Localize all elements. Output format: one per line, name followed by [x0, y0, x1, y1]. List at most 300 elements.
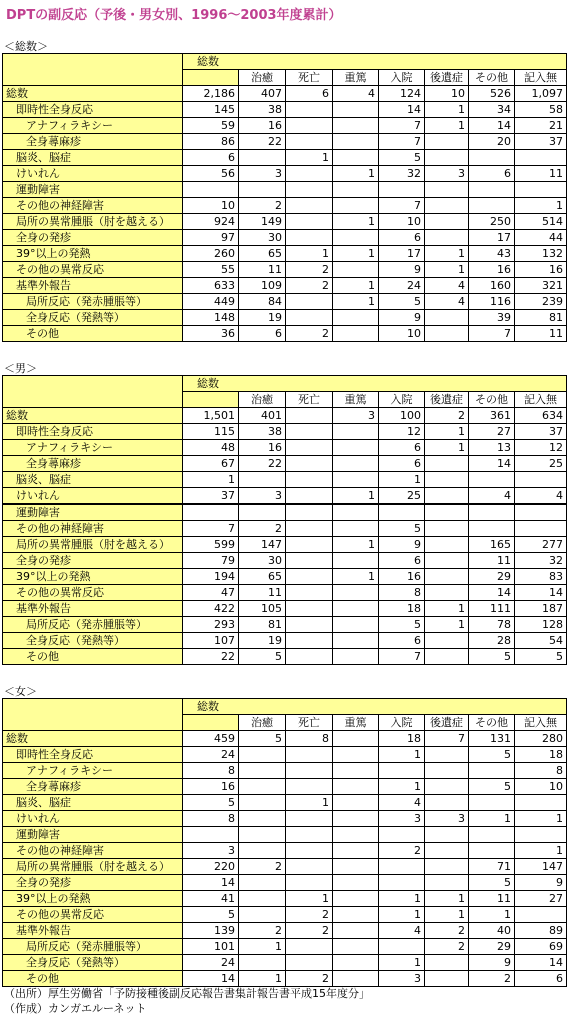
- table-row: [3, 521, 567, 537]
- source-note: （出所）厚生労働省「予防接種後副反応報告書集計報告書平成15年度分」: [4, 987, 370, 1000]
- header-total-spacer: [183, 715, 239, 731]
- column-header: 後遺症: [425, 70, 469, 86]
- header-blank: [3, 699, 183, 731]
- cell-value: [425, 504, 469, 521]
- cell-value: [379, 875, 425, 891]
- cell-value: 1: [515, 811, 567, 827]
- row-label: けいれん: [3, 166, 183, 182]
- cell-value: 18: [515, 747, 567, 763]
- cell-value: [286, 424, 333, 440]
- cell-value: 239: [515, 294, 567, 310]
- table-row: [3, 875, 567, 891]
- cell-value: 2,186: [183, 86, 239, 102]
- cell-value: [239, 150, 286, 166]
- cell-value: 128: [515, 617, 567, 633]
- column-header: 死亡: [286, 715, 333, 731]
- column-header: 重篤: [333, 392, 379, 408]
- cell-value: [333, 795, 379, 811]
- cell-value: [333, 875, 379, 891]
- cell-value: [425, 472, 469, 488]
- cell-value: 1: [333, 294, 379, 310]
- cell-value: 1: [183, 472, 239, 488]
- table-female: [2, 698, 567, 987]
- cell-value: [425, 843, 469, 859]
- cell-value: 14: [469, 585, 515, 601]
- row-label: けいれん: [3, 811, 183, 827]
- row-label: 即時性全身反応: [3, 747, 183, 763]
- cell-value: [379, 182, 425, 198]
- cell-value: [379, 827, 425, 843]
- cell-value: [286, 875, 333, 891]
- table-row: [3, 150, 567, 166]
- cell-value: [425, 955, 469, 971]
- cell-value: 1: [333, 537, 379, 553]
- cell-value: 5: [183, 795, 239, 811]
- row-label: 局所反応（発赤腫脹等）: [3, 617, 183, 633]
- cell-value: [425, 859, 469, 875]
- cell-value: 14: [469, 118, 515, 134]
- cell-value: 11: [515, 166, 567, 182]
- cell-value: 16: [515, 262, 567, 278]
- cell-value: [183, 182, 239, 198]
- cell-value: 5: [379, 150, 425, 166]
- cell-value: [333, 907, 379, 923]
- cell-value: 14: [469, 456, 515, 472]
- cell-value: 4: [425, 294, 469, 310]
- cell-value: [333, 118, 379, 134]
- cell-value: 132: [515, 246, 567, 262]
- header-total-spacer: [183, 392, 239, 408]
- cell-value: 86: [183, 134, 239, 150]
- table-row: [3, 294, 567, 310]
- cell-value: 16: [239, 440, 286, 456]
- cell-value: 14: [183, 971, 239, 987]
- cell-value: [515, 907, 567, 923]
- cell-value: 1: [425, 601, 469, 617]
- cell-value: 3: [379, 811, 425, 827]
- cell-value: 16: [379, 569, 425, 585]
- cell-value: 1: [286, 795, 333, 811]
- cell-value: 2: [239, 198, 286, 214]
- cell-value: 1: [333, 569, 379, 585]
- column-header: その他: [469, 715, 515, 731]
- table-row: [3, 537, 567, 553]
- table-row: [3, 408, 567, 424]
- cell-value: [333, 811, 379, 827]
- table-row: [3, 166, 567, 182]
- cell-value: [239, 763, 286, 779]
- column-header: 記入無: [515, 715, 567, 731]
- cell-value: [286, 633, 333, 649]
- cell-value: 6: [379, 553, 425, 569]
- table-row: [3, 779, 567, 795]
- cell-value: [333, 440, 379, 456]
- cell-value: [333, 601, 379, 617]
- cell-value: 3: [183, 843, 239, 859]
- cell-value: 1: [425, 246, 469, 262]
- cell-value: 5: [469, 875, 515, 891]
- cell-value: 7: [425, 731, 469, 747]
- cell-value: 4: [469, 488, 515, 505]
- row-label: 全身の発疹: [3, 230, 183, 246]
- row-label: その他: [3, 326, 183, 342]
- cell-value: [333, 649, 379, 665]
- header-blank: [3, 376, 183, 408]
- cell-value: 4: [379, 923, 425, 939]
- header-total-spacer: [183, 70, 239, 86]
- cell-value: 148: [183, 310, 239, 326]
- cell-value: 1: [379, 891, 425, 907]
- cell-value: [469, 150, 515, 166]
- cell-value: [333, 843, 379, 859]
- cell-value: 6: [239, 326, 286, 342]
- cell-value: 2: [239, 923, 286, 939]
- cell-value: [286, 408, 333, 424]
- cell-value: 1,501: [183, 408, 239, 424]
- cell-value: 1: [333, 246, 379, 262]
- cell-value: 34: [469, 102, 515, 118]
- cell-value: [333, 553, 379, 569]
- cell-value: 194: [183, 569, 239, 585]
- row-label: 局所の異常腫脹（肘を越える）: [3, 537, 183, 553]
- cell-value: [333, 779, 379, 795]
- cell-value: 10: [379, 326, 425, 342]
- table-row: [3, 747, 567, 763]
- cell-value: [239, 779, 286, 795]
- cell-value: 422: [183, 601, 239, 617]
- cell-value: 24: [379, 278, 425, 294]
- cell-value: [379, 859, 425, 875]
- cell-value: [469, 182, 515, 198]
- cell-value: [469, 827, 515, 843]
- cell-value: 29: [469, 939, 515, 955]
- cell-value: 115: [183, 424, 239, 440]
- cell-value: [425, 150, 469, 166]
- cell-value: 28: [469, 633, 515, 649]
- cell-value: 2: [239, 859, 286, 875]
- cell-value: 11: [239, 585, 286, 601]
- cell-value: [239, 472, 286, 488]
- cell-value: 2: [379, 843, 425, 859]
- cell-value: [286, 198, 333, 214]
- row-label: その他の神経障害: [3, 843, 183, 859]
- cell-value: [286, 747, 333, 763]
- table-row: [3, 182, 567, 198]
- column-header: 入院: [379, 70, 425, 86]
- section-label-total: ＜総数＞: [4, 40, 48, 53]
- column-header: 入院: [379, 392, 425, 408]
- cell-value: 18: [379, 731, 425, 747]
- cell-value: 81: [515, 310, 567, 326]
- cell-value: 6: [183, 150, 239, 166]
- cell-value: 11: [469, 891, 515, 907]
- cell-value: [286, 214, 333, 230]
- column-header-total: 総数: [183, 699, 239, 715]
- cell-value: 1,097: [515, 86, 567, 102]
- cell-value: [469, 795, 515, 811]
- row-label: 局所反応（発赤腫脹等）: [3, 939, 183, 955]
- row-label: 総数: [3, 86, 183, 102]
- cell-value: 124: [379, 86, 425, 102]
- header-fill: [239, 54, 567, 70]
- row-label: 基準外報告: [3, 601, 183, 617]
- table-row: [3, 955, 567, 971]
- cell-value: 9: [379, 310, 425, 326]
- cell-value: 293: [183, 617, 239, 633]
- column-header: 治癒: [239, 715, 286, 731]
- cell-value: [425, 326, 469, 342]
- cell-value: 5: [469, 747, 515, 763]
- cell-value: [286, 955, 333, 971]
- table-row: [3, 424, 567, 440]
- cell-value: 514: [515, 214, 567, 230]
- table-row: [3, 859, 567, 875]
- cell-value: [239, 747, 286, 763]
- cell-value: 30: [239, 230, 286, 246]
- column-header: 重篤: [333, 70, 379, 86]
- cell-value: [425, 875, 469, 891]
- cell-value: 5: [239, 731, 286, 747]
- cell-value: [425, 971, 469, 987]
- cell-value: [333, 326, 379, 342]
- cell-value: [469, 763, 515, 779]
- cell-value: 30: [239, 553, 286, 569]
- cell-value: 111: [469, 601, 515, 617]
- cell-value: 9: [379, 262, 425, 278]
- cell-value: 7: [379, 649, 425, 665]
- cell-value: [333, 731, 379, 747]
- row-label: その他の神経障害: [3, 198, 183, 214]
- cell-value: 2: [286, 923, 333, 939]
- table-row: [3, 843, 567, 859]
- cell-value: [286, 843, 333, 859]
- cell-value: 1: [286, 891, 333, 907]
- cell-value: [333, 102, 379, 118]
- cell-value: [425, 310, 469, 326]
- cell-value: 109: [239, 278, 286, 294]
- cell-value: [239, 795, 286, 811]
- cell-value: [425, 569, 469, 585]
- cell-value: [286, 456, 333, 472]
- cell-value: [425, 827, 469, 843]
- cell-value: [239, 955, 286, 971]
- cell-value: 22: [183, 649, 239, 665]
- cell-value: [239, 504, 286, 521]
- cell-value: 7: [469, 326, 515, 342]
- cell-value: 37: [183, 488, 239, 505]
- row-label: 39°以上の発熱: [3, 246, 183, 262]
- cell-value: 5: [239, 649, 286, 665]
- cell-value: 18: [379, 601, 425, 617]
- column-header: 死亡: [286, 392, 333, 408]
- cell-value: [425, 488, 469, 505]
- cell-value: [286, 488, 333, 505]
- cell-value: 6: [515, 971, 567, 987]
- cell-value: 24: [183, 747, 239, 763]
- cell-value: 6: [379, 456, 425, 472]
- cell-value: 16: [469, 262, 515, 278]
- cell-value: 89: [515, 923, 567, 939]
- cell-value: 56: [183, 166, 239, 182]
- cell-value: [333, 472, 379, 488]
- cell-value: 7: [183, 521, 239, 537]
- cell-value: 97: [183, 230, 239, 246]
- cell-value: 11: [515, 326, 567, 342]
- table-row: [3, 326, 567, 342]
- row-label: 脳炎、脳症: [3, 150, 183, 166]
- cell-value: [286, 102, 333, 118]
- row-label: 運動障害: [3, 827, 183, 843]
- cell-value: 7: [379, 134, 425, 150]
- cell-value: 1: [425, 262, 469, 278]
- row-label: 全身の発疹: [3, 875, 183, 891]
- cell-value: 20: [469, 134, 515, 150]
- cell-value: 41: [183, 891, 239, 907]
- cell-value: 36: [183, 326, 239, 342]
- table-row: [3, 472, 567, 488]
- cell-value: 37: [515, 424, 567, 440]
- cell-value: 187: [515, 601, 567, 617]
- cell-value: [425, 763, 469, 779]
- row-label: 全身の発疹: [3, 553, 183, 569]
- cell-value: [183, 504, 239, 521]
- cell-value: [333, 134, 379, 150]
- column-header: 死亡: [286, 70, 333, 86]
- row-label: 全身反応（発熱等）: [3, 633, 183, 649]
- cell-value: [379, 763, 425, 779]
- cell-value: [515, 827, 567, 843]
- cell-value: [286, 859, 333, 875]
- cell-value: 1: [239, 939, 286, 955]
- column-header: その他: [469, 70, 515, 86]
- cell-value: 1: [379, 907, 425, 923]
- cell-value: 280: [515, 731, 567, 747]
- cell-value: 10: [379, 214, 425, 230]
- column-header: 記入無: [515, 392, 567, 408]
- cell-value: 1: [425, 424, 469, 440]
- cell-value: [286, 779, 333, 795]
- cell-value: [286, 182, 333, 198]
- cell-value: 1: [379, 779, 425, 795]
- table-male: [2, 375, 567, 665]
- cell-value: 2: [286, 262, 333, 278]
- cell-value: [469, 472, 515, 488]
- cell-value: [286, 294, 333, 310]
- cell-value: 14: [379, 102, 425, 118]
- cell-value: 924: [183, 214, 239, 230]
- cell-value: 2: [286, 278, 333, 294]
- row-label: アナフィラキシー: [3, 440, 183, 456]
- cell-value: [515, 182, 567, 198]
- cell-value: 361: [469, 408, 515, 424]
- cell-value: 43: [469, 246, 515, 262]
- table-row: [3, 440, 567, 456]
- cell-value: [515, 472, 567, 488]
- cell-value: 39: [469, 310, 515, 326]
- cell-value: 1: [239, 971, 286, 987]
- row-label: 39°以上の発熱: [3, 891, 183, 907]
- cell-value: 5: [469, 779, 515, 795]
- cell-value: [286, 617, 333, 633]
- table-row: [3, 585, 567, 601]
- row-label: 即時性全身反応: [3, 102, 183, 118]
- cell-value: 2: [286, 971, 333, 987]
- cell-value: 14: [183, 875, 239, 891]
- cell-value: 407: [239, 86, 286, 102]
- cell-value: [333, 521, 379, 537]
- cell-value: [469, 843, 515, 859]
- cell-value: [239, 843, 286, 859]
- cell-value: [333, 923, 379, 939]
- cell-value: 8: [515, 763, 567, 779]
- cell-value: 4: [333, 86, 379, 102]
- row-label: その他の異常反応: [3, 907, 183, 923]
- cell-value: 22: [239, 456, 286, 472]
- cell-value: 260: [183, 246, 239, 262]
- cell-value: [425, 795, 469, 811]
- cell-value: 27: [515, 891, 567, 907]
- cell-value: 4: [425, 278, 469, 294]
- cell-value: [515, 150, 567, 166]
- cell-value: [333, 763, 379, 779]
- cell-value: 5: [183, 907, 239, 923]
- cell-value: 38: [239, 424, 286, 440]
- cell-value: 1: [425, 617, 469, 633]
- cell-value: 17: [469, 230, 515, 246]
- cell-value: [239, 182, 286, 198]
- cell-value: [333, 456, 379, 472]
- cell-value: 1: [333, 488, 379, 505]
- cell-value: [333, 504, 379, 521]
- row-label: 局所の異常腫脹（肘を越える）: [3, 214, 183, 230]
- table-row: [3, 907, 567, 923]
- cell-value: [333, 150, 379, 166]
- cell-value: 401: [239, 408, 286, 424]
- cell-value: 47: [183, 585, 239, 601]
- column-header-total: 総数: [183, 376, 239, 392]
- cell-value: [425, 134, 469, 150]
- column-header: 記入無: [515, 70, 567, 86]
- cell-value: 6: [469, 166, 515, 182]
- cell-value: 1: [286, 150, 333, 166]
- table-row: [3, 230, 567, 246]
- cell-value: [286, 601, 333, 617]
- section-label-male: ＜男＞: [4, 362, 37, 375]
- cell-value: 17: [379, 246, 425, 262]
- table-row: [3, 198, 567, 214]
- cell-value: 16: [239, 118, 286, 134]
- table-row: [3, 504, 567, 521]
- cell-value: [333, 182, 379, 198]
- row-label: その他の異常反応: [3, 585, 183, 601]
- row-label: その他の異常反応: [3, 262, 183, 278]
- cell-value: 526: [469, 86, 515, 102]
- cell-value: [425, 649, 469, 665]
- cell-value: 38: [239, 102, 286, 118]
- cell-value: 9: [515, 875, 567, 891]
- cell-value: 1: [515, 198, 567, 214]
- cell-value: 21: [515, 118, 567, 134]
- cell-value: [333, 955, 379, 971]
- cell-value: 3: [333, 408, 379, 424]
- cell-value: 11: [469, 553, 515, 569]
- cell-value: 3: [425, 166, 469, 182]
- cell-value: 1: [379, 747, 425, 763]
- cell-value: 1: [333, 278, 379, 294]
- cell-value: 633: [183, 278, 239, 294]
- column-header-total: 総数: [183, 54, 239, 70]
- cell-value: 250: [469, 214, 515, 230]
